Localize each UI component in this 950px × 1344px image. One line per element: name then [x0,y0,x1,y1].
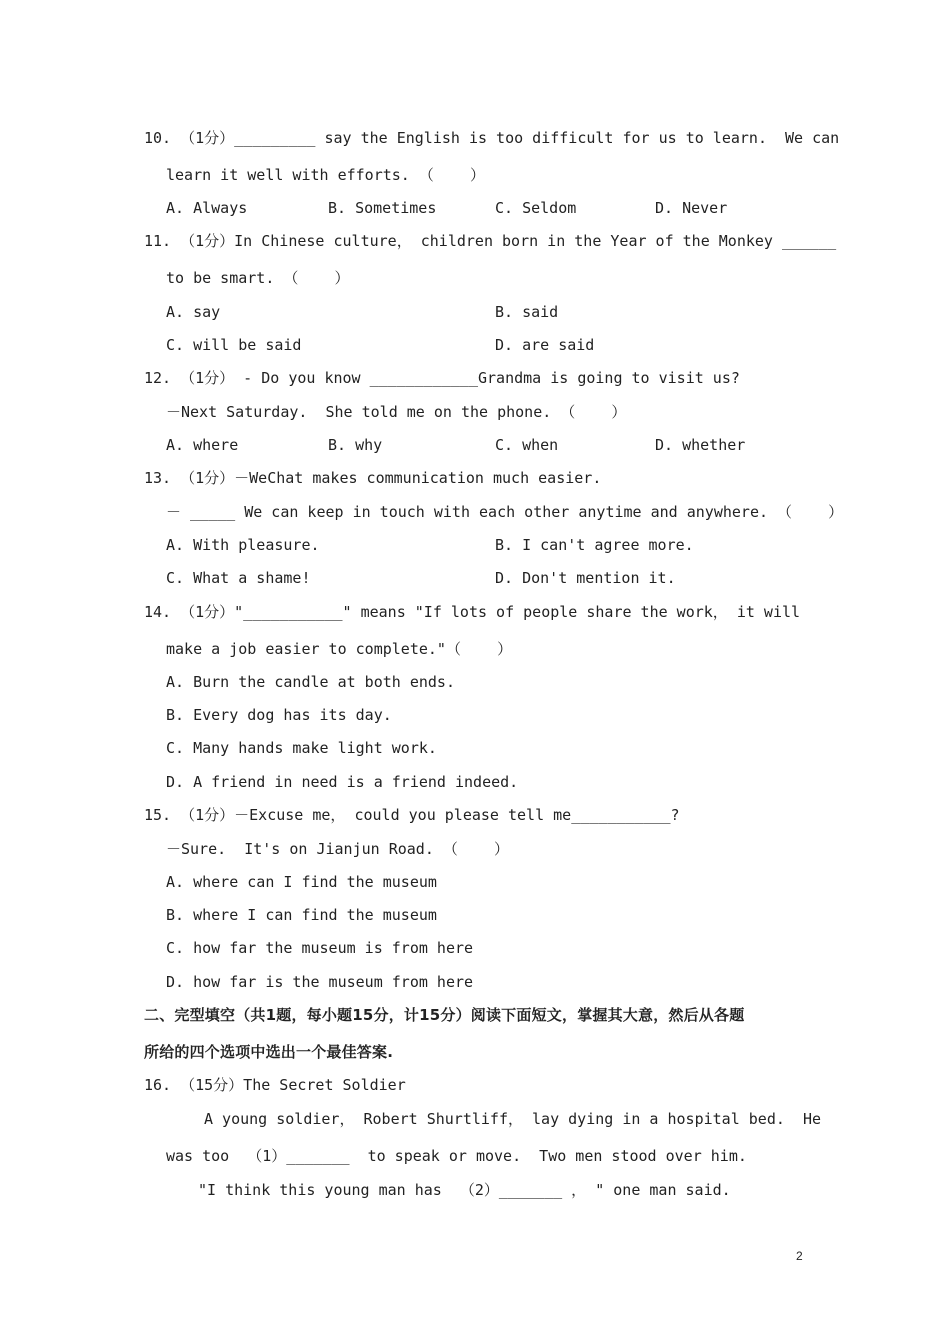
question-10-option-d: D. Never [655,199,728,217]
question-13-stem: 13. （1分）－WeChat makes communication much easier. [144,469,602,487]
question-14-option-a: A. Burn the candle at both ends. [166,673,455,691]
section-2-heading: 二、完型填空（共1题，每小题15分，计15分）阅读下面短文，掌握其大意，然后从各题 [144,1006,745,1024]
question-15-stem-cont: －Sure. It's on Jianjun Road. （ ） [166,840,510,858]
question-14-option-d: D. A friend in need is a friend indeed. [166,773,519,791]
question-14-stem: 14. （1分）"___________" means "If lots of people share the work， it will [144,603,801,621]
question-13-option-d: D. Don't mention it. [495,569,676,587]
question-15-option-a: A. where can I find the museum [166,873,437,891]
question-15-stem: 15. （1分）－Excuse me， could you please tell me___________? [144,806,680,824]
page-number: 2 [796,1249,803,1263]
question-10-option-c: C. Seldom [495,199,577,217]
question-11-stem-cont: to be smart. （ ） [166,269,350,287]
question-11-option-a: A. say [166,303,221,321]
question-10-option-b: B. Sometimes [328,199,437,217]
question-13-option-b: B. I can't agree more. [495,536,694,554]
question-13-option-c: C. What a shame! [166,569,311,587]
passage-line-1: A young soldier， Robert Shurtliff， lay dying in a hospital bed. He [204,1110,821,1128]
question-13-option-a: A. With pleasure. [166,536,320,554]
question-12-option-b: B. why [328,436,383,454]
question-15-option-b: B. where I can find the museum [166,906,437,924]
question-12-stem-cont: －Next Saturday. She told me on the phone. （ ） [166,403,627,421]
question-16-title: 16. （15分）The Secret Soldier [144,1076,406,1094]
question-13-stem-cont: － _____ We can keep in touch with each other anytime and anywhere. （ ） [166,503,844,521]
question-14-stem-cont: make a job easier to complete."（ ） [166,640,513,658]
section-2-heading-cont: 所给的四个选项中选出一个最佳答案. [144,1043,394,1061]
question-12-option-d: D. whether [655,436,746,454]
question-10-stem: 10. （1分）_________ say the English is too difficult for us to learn. We can [144,129,840,147]
passage-line-3: "I think this young man has （2）_______ ， " one man said. [198,1181,731,1199]
question-12-stem: 12. （1分） - Do you know ____________Grandma is going to visit us? [144,369,740,387]
question-10-stem-cont: learn it well with efforts. （ ） [166,166,485,184]
question-12-option-c: C. when [495,436,559,454]
question-11-option-b: B. said [495,303,559,321]
question-11-stem: 11. （1分）In Chinese culture， children born in the Year of the Monkey ______ [144,232,837,250]
question-15-option-c: C. how far the museum is from here [166,939,474,957]
question-11-option-d: D. are said [495,336,595,354]
question-11-option-c: C. will be said [166,336,302,354]
question-15-option-d: D. how far is the museum from here [166,973,474,991]
question-12-option-a: A. where [166,436,239,454]
question-14-option-b: B. Every dog has its day. [166,706,392,724]
passage-line-2: was too （1）_______ to speak or move. Two men stood over him. [166,1147,747,1165]
question-14-option-c: C. Many hands make light work. [166,739,437,757]
question-10-option-a: A. Always [166,199,248,217]
